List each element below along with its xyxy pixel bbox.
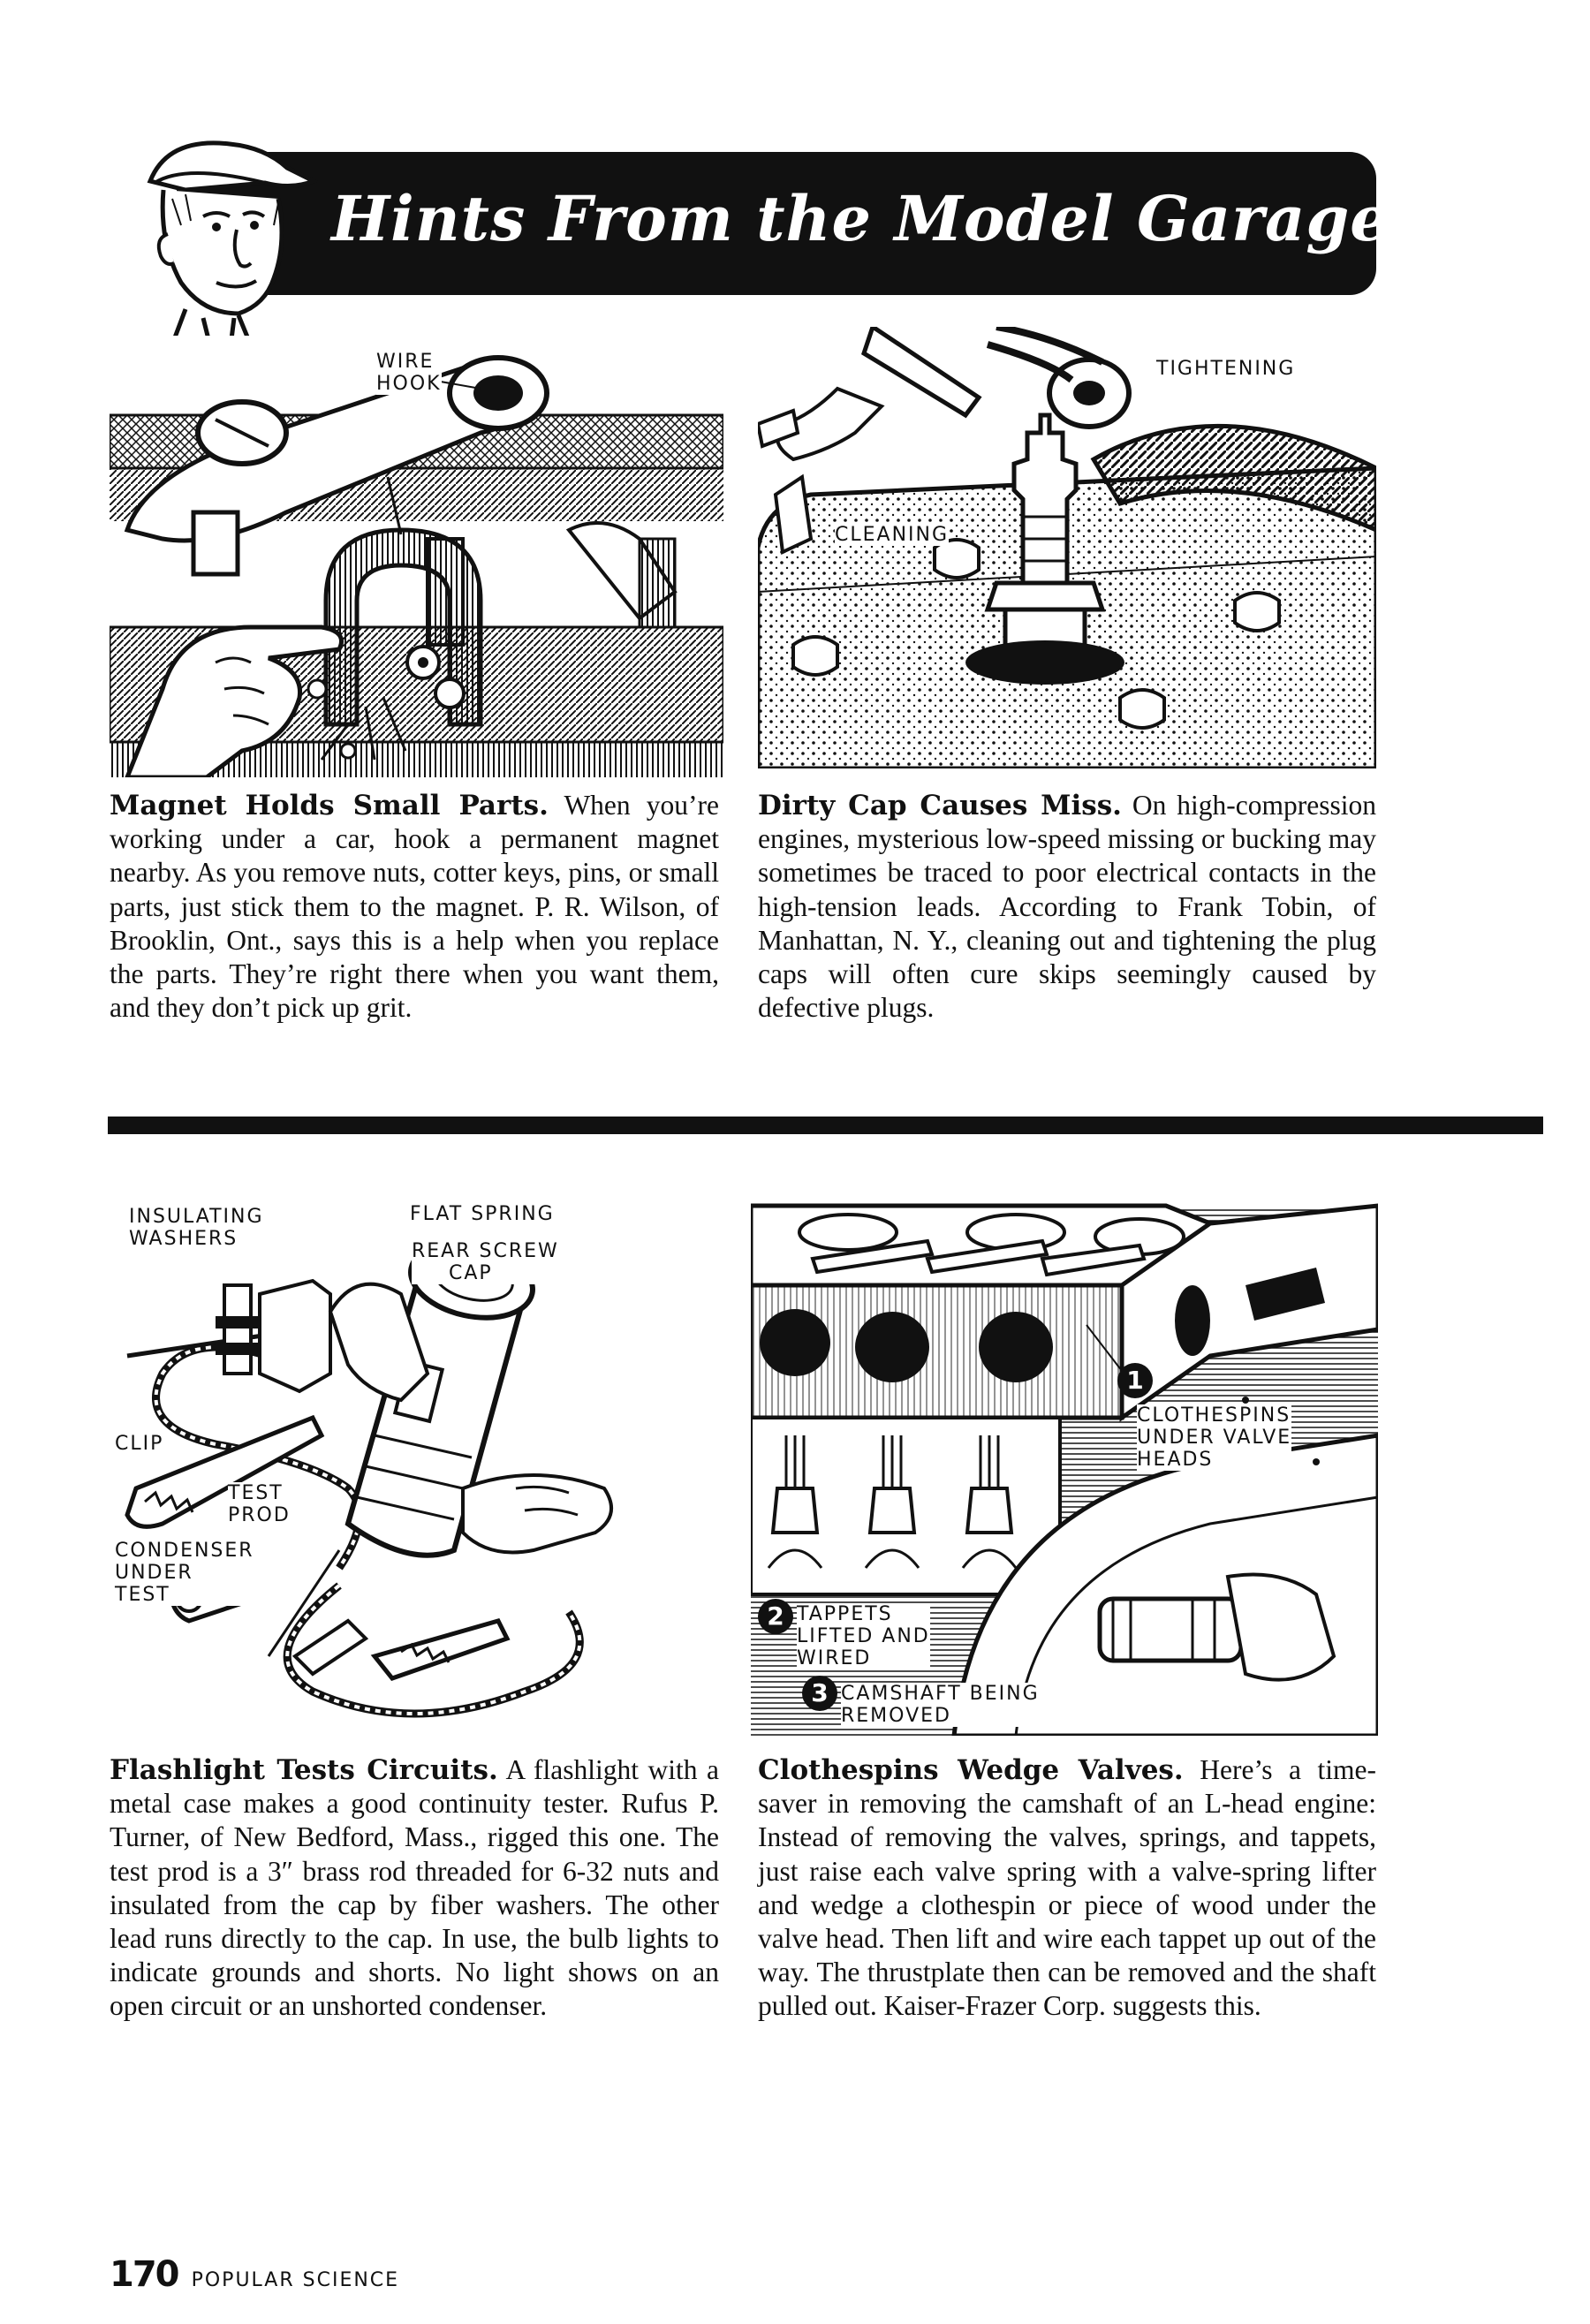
article-magnet-body: When you’re working under a car, hook a permanent magnet nearby. As you remove nuts, cotter keys, pins, or small parts, just stick them to the magnet. P. R. Wilson, of Brooklin, Ont., says this is a help when you replace the parts. They’re right there when you want them, and they don’t pick up grit. [110, 790, 719, 1024]
article-dirty-cap-headline: Dirty Cap Causes Miss. [758, 790, 1122, 821]
label-wire-hook: WIRE HOOK [376, 351, 442, 395]
label-rear-screw-cap: REAR SCREW CAP [412, 1240, 559, 1284]
label-tightening: TIGHTENING [1156, 358, 1296, 380]
label-clip: CLIP [115, 1433, 164, 1455]
callout-camshaft: CAMSHAFT BEING REMOVED [841, 1683, 1040, 1727]
article-magnet-headline: Magnet Holds Small Parts. [110, 790, 549, 821]
label-cleaning: CLEANING [835, 524, 950, 546]
article-dirty-cap-body: On high-compression engines, mysterious low-speed missing or bucking may sometimes be traced to poor electrical contacts in the high-tension leads. According to Frank Tobin, of Manhattan, N. Y., cleaning out and tightening the plug caps will often cure skips seemingly caused by defective plugs. [758, 790, 1377, 1024]
title-banner [177, 152, 1390, 295]
callout-number-3: 3 [802, 1676, 837, 1711]
article-clothespins-headline: Clothespins Wedge Valves. [758, 1754, 1184, 1786]
page-title: Hints From the Model Garage [331, 182, 1390, 255]
callout-clothespins: CLOTHESPINS UNDER VALVE HEADS [1137, 1404, 1292, 1471]
article-clothespins-body: Here’s a time-saver in removing the camshaft of an L-head engine: Instead of removing the valves, springs, and tappets, just raise each valve spring with a valve-spring lifter and wedge a clothespin or piece of wood under the valve head. Then lift and wire each tappet up out of the way. The thrustplate then can be removed and the shaft pulled out. Kaiser-Frazer Corp. suggests this. [758, 1754, 1377, 2022]
article-flashlight-headline: Flashlight Tests Circuits. [110, 1754, 498, 1786]
label-insulating-washers: INSULATING WASHERS [129, 1206, 264, 1250]
callout-tappets: TAPPETS LIFTED AND WIRED [797, 1603, 930, 1669]
magazine-name: POPULAR SCIENCE [191, 2269, 400, 2291]
article-magnet [110, 789, 719, 1025]
callout-number-1: 1 [1117, 1363, 1153, 1398]
article-dirty-cap [758, 789, 1376, 1025]
spark-plug-illustration [758, 327, 1376, 768]
article-flashlight-body: A flashlight with a metal case makes a good continuity tester. Rufus P. Turner, of New Bedford, Mass., rigged this one. The test prod is a 3″ brass rod threaded for 6-32 nuts and insulated from the cap by fiber washers. The other lead runs directly to the cap. In use, the bulb lights to indicate grounds and shorts. No light shows on an open circuit or an unshorted condenser. [110, 1754, 720, 2022]
page-footer [110, 2254, 399, 2295]
callout-number-2: 2 [758, 1599, 793, 1634]
article-clothespins [758, 1753, 1376, 2024]
article-flashlight [110, 1753, 719, 2024]
section-divider [108, 1117, 1543, 1134]
label-flat-spring: FLAT SPRING [410, 1203, 555, 1225]
label-condenser-under-test: CONDENSER UNDER TEST [115, 1540, 254, 1606]
magnet-illustration [110, 336, 723, 777]
page-number: 170 [110, 2254, 178, 2295]
label-test-prod: TEST PROD [228, 1482, 291, 1526]
